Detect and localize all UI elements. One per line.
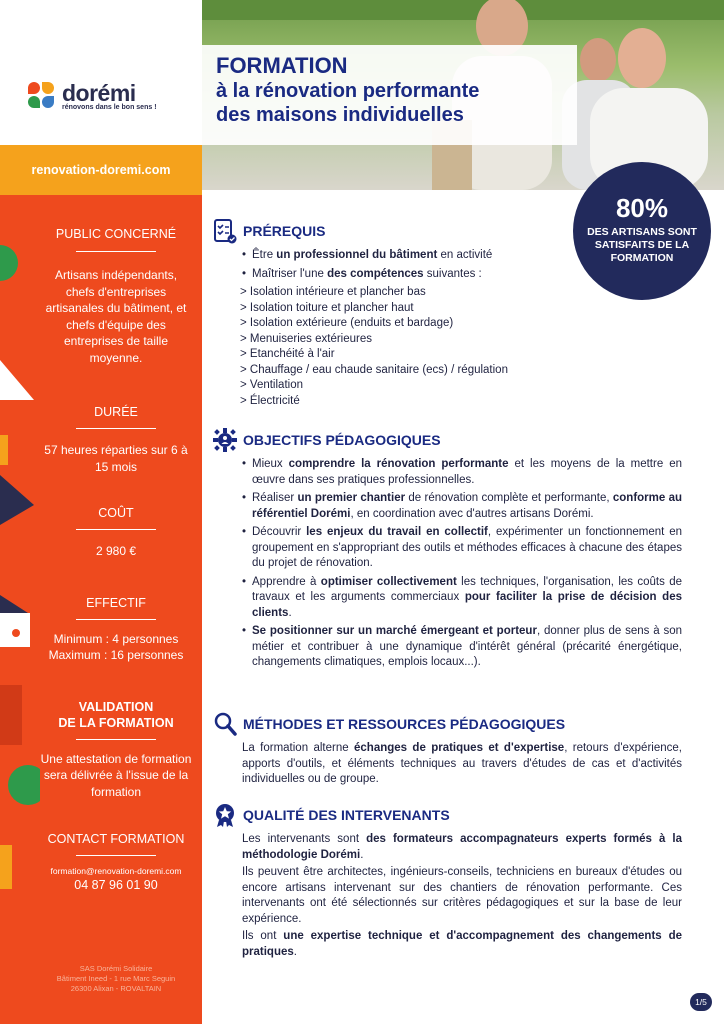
objectif-4: • Apprendre à optimiser collectivement les techniques, l'organisation, les coûts de travaux et les arguments commerciaux pour faciliter la prise de décision des clients. bbox=[240, 575, 682, 622]
validation-heading-1: VALIDATION bbox=[78, 699, 154, 714]
info-sidebar bbox=[0, 195, 202, 1024]
contact-phone[interactable]: 04 87 96 01 90 bbox=[74, 878, 158, 892]
prerequis-item: > Etanchéité à l'air bbox=[240, 348, 335, 360]
logo-area bbox=[0, 0, 202, 145]
validation-text: Une attestation de formation sera délivrée à l'issue de la formation bbox=[40, 751, 192, 799]
checklist-icon bbox=[212, 218, 238, 244]
medal-star-icon bbox=[212, 802, 238, 828]
legal-line-2: Bâtiment Ineed - 1 rue Marc Seguin bbox=[56, 974, 176, 983]
methodes-title: MÉTHODES ET RESSOURCES PÉDAGOGIQUES bbox=[243, 716, 566, 732]
public-text: Artisans indépendants, chefs d'entreprises artisanales du bâtiment, et chefs d'équipe des entreprises de taille moyenne. bbox=[45, 268, 187, 365]
qualite-p1: Les intervenants sont des formateurs accompagnateurs experts formés à la méthodologie Dorémi. bbox=[242, 833, 683, 861]
satisfaction-percent: 80% bbox=[615, 193, 669, 223]
contact-heading: CONTACT FORMATION bbox=[47, 832, 185, 846]
page-number: 1/5 bbox=[690, 993, 712, 1011]
contact-email[interactable]: formation@renovation-doremi.com bbox=[50, 866, 182, 876]
objectifs-title: OBJECTIFS PÉDAGOGIQUES bbox=[243, 432, 441, 448]
satisfaction-badge bbox=[573, 162, 711, 300]
prerequis-item: > Chauffage / eau chaude sanitaire (ecs) / régulation bbox=[240, 363, 508, 376]
objectif-3: • Découvrir les enjeux du travail en collectif, expérimenter un fonctionnement en groupement en s'appropriant des outils et méthodes efficaces à chacune des étapes du projet de rénovation. bbox=[240, 525, 682, 572]
section-methodes bbox=[212, 711, 682, 790]
doremi-logo bbox=[26, 80, 157, 112]
page-title bbox=[216, 53, 576, 127]
qualite-p2: Ils peuvent être architectes, ingénieurs-conseils, techniciens en bureaux d'études ou encore artisans intervenant sur des chantiers de rénovation performante. Ces intervenants ont été sélectionnés sur critères pédagogiques et sur la base de leur expérience. bbox=[242, 866, 682, 925]
validation-heading-2: DE LA FORMATION bbox=[58, 715, 174, 730]
gear-people-icon bbox=[212, 427, 238, 453]
divider bbox=[76, 619, 156, 620]
doremi-logo-mark-icon bbox=[26, 80, 58, 112]
prerequis-item: > Isolation extérieure (enduits et bardage) bbox=[240, 317, 454, 329]
effectif-max: Maximum : 16 personnes bbox=[48, 648, 184, 662]
duree-heading: DURÉE bbox=[94, 405, 138, 419]
prerequis-bullet-1: • Être un professionnel du bâtiment en activité bbox=[240, 248, 567, 264]
effectif-min: Minimum : 4 personnes bbox=[53, 631, 179, 646]
cout-text: 2 980 € bbox=[95, 544, 137, 558]
qualite-p3: Ils ont une expertise technique et d'accompagnement des changements de pratiques. bbox=[242, 930, 682, 958]
prerequis-item: > Menuiseries extérieures bbox=[240, 332, 372, 345]
legal-line-1: SAS Dorémi Solidaire bbox=[79, 964, 153, 973]
website-band bbox=[0, 145, 202, 195]
qualite-title: QUALITÉ DES INTERVENANTS bbox=[243, 807, 450, 823]
duree-text: 57 heures réparties sur 6 à 15 mois bbox=[44, 443, 188, 474]
cout-heading: COÛT bbox=[98, 506, 134, 520]
objectif-1: • Mieux comprendre la rénovation performante et les moyens de la mettre en œuvre dans ses pratiques professionnelles. bbox=[240, 457, 682, 488]
prerequis-item: > Ventilation bbox=[240, 379, 303, 391]
section-qualite bbox=[212, 802, 682, 962]
prerequis-title: PRÉREQUIS bbox=[243, 223, 326, 239]
magnifier-icon bbox=[212, 711, 238, 737]
effectif-heading: EFFECTIF bbox=[86, 595, 146, 610]
title-line-2: à la rénovation performante bbox=[216, 80, 480, 102]
public-heading: PUBLIC CONCERNÉ bbox=[55, 227, 177, 241]
prerequis-item: > Électricité bbox=[240, 394, 300, 407]
title-line-3: des maisons individuelles bbox=[216, 104, 464, 126]
logo-tagline: rénovons dans le bon sens ! bbox=[62, 103, 157, 111]
methodes-text: La formation alterne échanges de pratiques et d'expertise, retours d'expérience, apports d'outils, et éléments techniques au travers d'études de cas et d'activités individuelles ou de groupe. bbox=[242, 742, 682, 785]
prerequis-bullet-2: • Maîtriser l'une des compétences suivantes : bbox=[240, 267, 567, 283]
divider bbox=[76, 739, 156, 740]
divider bbox=[76, 855, 156, 856]
section-objectifs bbox=[212, 427, 682, 674]
divider bbox=[76, 428, 156, 429]
divider bbox=[76, 251, 156, 252]
divider bbox=[76, 529, 156, 530]
title-line-1: FORMATION bbox=[216, 53, 348, 78]
section-prerequis bbox=[212, 218, 567, 409]
logo-name: dorémi bbox=[62, 79, 136, 106]
objectif-2: • Réaliser un premier chantier de rénovation complète et performante, conforme au référentiel Dorémi, en coordination avec d'autres artisans Dorémi. bbox=[240, 491, 682, 522]
sidebar-content bbox=[30, 195, 202, 994]
prerequis-item: > Isolation intérieure et plancher bas bbox=[240, 286, 426, 298]
legal-line-3: 26300 Alixan - ROVALTAIN bbox=[70, 984, 162, 993]
objectif-5: • Se positionner sur un marché émergeant et porteur, donner plus de sens à son métier et contribuer à une dynamique d'intérêt général (précarité énergétique, changements climatiques, emplois locaux...). bbox=[240, 624, 682, 671]
prerequis-item: > Isolation toiture et plancher haut bbox=[240, 301, 414, 314]
left-column bbox=[0, 0, 202, 1024]
website-link[interactable]: renovation-doremi.com bbox=[31, 163, 171, 177]
satisfaction-text: DES ARTISANS SONT SATISFAITS DE LA FORMATION bbox=[587, 226, 697, 264]
